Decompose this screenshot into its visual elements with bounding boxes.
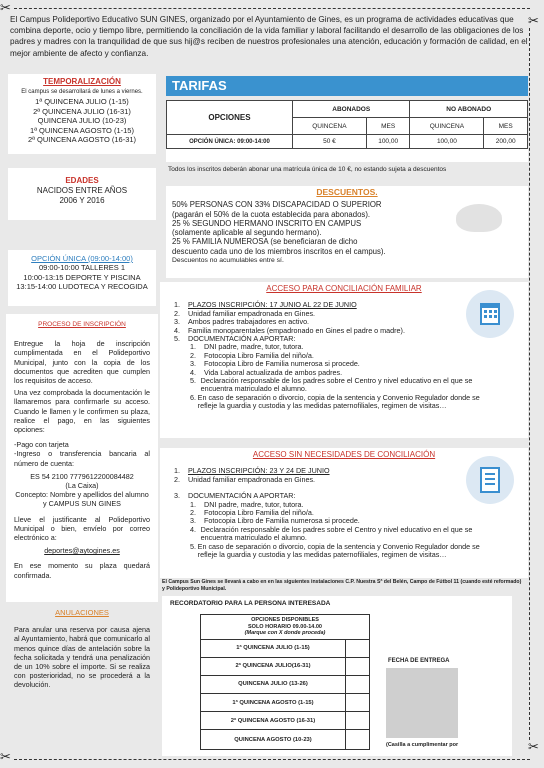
option-checkbox[interactable] bbox=[345, 694, 369, 711]
intro-text: El Campus Polideportivo Educativo SUN GINES, organizado por el Ayuntamiento de Gines, es un programa de actividades educativas que combina deporte, ocio y tiempo libre, permitiendo la conciliación de la vida familiar y laboral facilitando el desarrollo de las obligaciones de los padres y madres con la tranquilidad de que sus hij@s reciben de nuestros profesionales una atención, educación y formación de calidad, en el mejor ambiente de afecto y confianza. bbox=[10, 15, 528, 58]
doc-item: 5. En caso de separación o divorcio, copia de la sentencia y Convenio Regulador donde se refleje la guardia y custodia y las medidas paternofiliales, regimen de visitas… bbox=[190, 541, 480, 560]
mes-header: MES bbox=[484, 118, 528, 135]
doc-item: 1. DNI padre, madre, tutor, tutora. bbox=[190, 499, 304, 509]
familiar-item: 4. Familia monoparentales (empadronado en Gines el padre o madre). bbox=[174, 325, 405, 335]
horario-box bbox=[8, 250, 156, 306]
tarifas-title: TARIFAS bbox=[166, 76, 528, 96]
quincena-item: 1ª QUINCENA JULIO (1-15) bbox=[35, 97, 129, 106]
vertical-label bbox=[516, 562, 530, 722]
doc-item: 4. Vida Laboral actualizada de ambos padres. bbox=[190, 367, 343, 377]
anulaciones-box bbox=[6, 604, 158, 756]
descuentos-box bbox=[166, 186, 528, 278]
option-checkbox[interactable] bbox=[345, 676, 369, 693]
option-row: QUINCENA AGOSTO (10-23) bbox=[201, 730, 369, 748]
familiar-item: 2. Unidad familiar empadronada en Gines. bbox=[174, 308, 316, 318]
doc-item: 3. Fotocopia Libro de Familia numerosa si procede. bbox=[190, 516, 360, 526]
option-row: 1ª QUINCENA AGOSTO (1-15) bbox=[201, 694, 369, 712]
scissors-icon: ✂ bbox=[528, 740, 539, 755]
inscripcion-paragraph: Entregue la hoja de inscripción cumplimentada en el Polideportivo Municipal, junto con la copia de los documentos que acrediten que cumplen los requisitos de acceso. bbox=[14, 339, 150, 386]
inscripcion-paragraph: Lleve el justificante al Polideportivo Municipal o bien, envíelo por correo electrónico a: bbox=[14, 514, 150, 543]
doc-item: 2. Fotocopia Libro Familia del niño/a. bbox=[190, 350, 314, 360]
recordatorio-box bbox=[162, 596, 512, 756]
sin-item: 2. Unidad familiar empadronada en Gines. bbox=[174, 474, 316, 484]
tarifas-table bbox=[166, 100, 528, 149]
descuento-line: descuento cada uno de los miembros inscritos en el campus). bbox=[172, 246, 386, 256]
inscripcion-paragraph: -Pago con tarjeta bbox=[14, 440, 69, 450]
instalaciones-note: El Campus Sun Gines se llevará a cabo en en las siguientes instalaciones C.P. Nuestra Sª del Belén, Campo de Fútbol 11 (cuando esté reformado) y Polideportivo Municipal. bbox=[162, 579, 522, 592]
temporalizacion-title: TEMPORALIZACIÓN bbox=[43, 77, 121, 86]
quincena-item: 1ª QUINCENA AGOSTO (1-15) bbox=[30, 125, 134, 135]
quincena-item: QUINCENA JULIO (10-23) bbox=[37, 116, 127, 125]
inscripcion-paragraph: En ese momento su plaza quedará confirmada. bbox=[14, 561, 150, 580]
price-cell: 50 € bbox=[293, 135, 367, 149]
opcion-row-label: OPCIÓN ÚNICA: 09:00-14:00 bbox=[167, 135, 293, 149]
quincena-item: 2ª QUINCENA AGOSTO (16-31) bbox=[27, 135, 137, 144]
sin-conciliacion-title: ACCESO SIN NECESIDADES DE CONCILIACIÓN bbox=[252, 450, 436, 459]
option-checkbox[interactable] bbox=[345, 712, 369, 729]
descuento-line: (solamente aplicable al segundo hermano). bbox=[172, 228, 322, 238]
piggy-bank-icon bbox=[456, 204, 502, 232]
inscripcion-title: PROCESO DE INSCRIPCIÓN bbox=[38, 321, 126, 328]
cut-line-bottom bbox=[14, 759, 530, 760]
cut-line-top bbox=[14, 8, 530, 9]
familiar-item: 3. Ambos padres trabajadores en activo. bbox=[174, 317, 310, 327]
option-row: 2ª QUINCENA AGOSTO (16-31) bbox=[201, 712, 369, 730]
email-link[interactable]: deportes@aytogines.es bbox=[44, 546, 120, 556]
inscripcion-paragraph: -Ingreso o transferencia bancaria al número de cuenta: bbox=[14, 449, 150, 468]
option-row: QUINCENA JULIO (13-26) bbox=[201, 676, 369, 694]
edades-box bbox=[8, 168, 156, 220]
sin-conciliacion-box bbox=[160, 448, 528, 578]
familiar-item: 5. DOCUMENTACIÓN A APORTAR: bbox=[174, 334, 296, 344]
price-cell: 200,00 bbox=[484, 135, 528, 149]
bank-name: (La Caixa) bbox=[65, 481, 99, 491]
price-cell: 100,00 bbox=[410, 135, 484, 149]
horario-line: 13:15-14:00 LUDOTECA Y RECOGIDA bbox=[16, 281, 148, 291]
bank-account: ES 54 2100 7779612200084482 bbox=[30, 471, 134, 481]
doc-item: 2. Fotocopia Libro Familia del niño/a. bbox=[190, 508, 314, 518]
abonados-header: ABONADOS bbox=[293, 101, 410, 118]
option-row: 2ª QUINCENA JULIO(16-31) bbox=[201, 658, 369, 676]
temporalizacion-box bbox=[8, 74, 156, 154]
conciliacion-familiar-box bbox=[160, 282, 528, 438]
quincena-header: QUINCENA bbox=[410, 118, 484, 135]
scissors-icon: ✂ bbox=[528, 14, 539, 29]
doc-item: 3. Fotocopia Libro de Familia numerosa si procede. bbox=[190, 359, 360, 369]
sin-item: 3. DOCUMENTACIÓN A APORTAR: bbox=[174, 491, 296, 501]
option-row: 1ª QUINCENA JULIO (1-15) bbox=[201, 640, 369, 658]
horario-line: 10:00-13:15 DEPORTE Y PISCINA bbox=[23, 272, 141, 282]
doc-item: 4. Declaración responsable de los padres sobre el Centro y nivel educativo en el que se encuentra matriculado el alumno. bbox=[190, 524, 473, 543]
fecha-entrega-label: FECHA DE ENTREGA bbox=[388, 658, 450, 664]
temporalizacion-subtitle: El campus se desarrollará de lunes a viernes. bbox=[21, 88, 143, 95]
no-abonado-header: NO ABONADO bbox=[410, 101, 528, 118]
fecha-entrega-box[interactable] bbox=[386, 668, 458, 738]
option-checkbox[interactable] bbox=[345, 640, 369, 657]
quincena-header: QUINCENA bbox=[293, 118, 367, 135]
options-table bbox=[200, 614, 370, 750]
anulaciones-text: Para anular una reserva por causa ajena al Ayuntamiento, habrá que comunicarlo al menos quince días de antelación sobre la fecha solicitada y tendrá una penalización de un 10% sobre el importe. Si se realiza con posterioridad, no se procederá a la devolución. bbox=[14, 625, 150, 690]
edades-title: EDADES bbox=[65, 176, 99, 185]
scissors-icon: ✂ bbox=[0, 750, 11, 765]
horario-title: OPCIÓN ÚNICA (09:00-14:00) bbox=[31, 254, 133, 263]
descuento-line: (pagarán el 50% de la cuota establecida para abonados). bbox=[172, 209, 371, 219]
descuentos-title: DESCUENTOS. bbox=[316, 187, 378, 197]
descuento-line: 50% PERSONAS CON 33% DISCAPACIDAD O SUPERIOR bbox=[172, 200, 382, 210]
quincena-item: 2ª QUINCENA JULIO (16-31) bbox=[33, 106, 131, 116]
doc-item: 5. Declaración responsable de los padres sobre el Centro y nivel educativo en el que se encuentra matriculado el alumno. bbox=[190, 376, 473, 394]
tarifas-note: Todos los inscritos deberán abonar una matrícula única de 10 €, no estando sujeta a descuentos bbox=[168, 166, 447, 173]
descuento-line: 25 % SEGUNDO HERMANO INSCRITO EN CAMPUS bbox=[172, 218, 362, 228]
options-header: OPCIONES DISPONIBLES SOLO HORARIO 09.00-14.00 (Marque con X donde proceda) bbox=[201, 615, 369, 640]
familiar-item: 1. PLAZOS INSCRIPCIÓN: 17 JUNIO AL 22 DE JUNIO bbox=[174, 300, 357, 310]
inscripcion-box bbox=[6, 314, 158, 602]
doc-item: 6. En caso de separación o divorcio, copia de la sentencia y Convenio Regulador donde se refleje la guardia y custodia y las medidas paternofiliales, regimen de visitas… bbox=[190, 392, 480, 411]
edades-line: NACIDOS ENTRE AÑOS bbox=[36, 186, 128, 195]
payment-concept: Concepto: Nombre y apellidos del alumno y CAMPUS SUN GINES bbox=[15, 490, 149, 509]
casilla-note: (Casilla a cumplimentar por bbox=[386, 742, 459, 748]
mes-header: MES bbox=[366, 118, 410, 135]
checklist-icon bbox=[466, 456, 514, 504]
option-checkbox[interactable] bbox=[345, 730, 369, 748]
scissors-icon: ✂ bbox=[0, 1, 11, 16]
anulaciones-title: ANULACIONES bbox=[55, 608, 109, 617]
option-checkbox[interactable] bbox=[345, 658, 369, 675]
descuento-line: 25 % FAMILIA NUMEROSA (se beneficiaran de dicho bbox=[172, 237, 358, 247]
inscripcion-paragraph: Una vez comprobada la documentación le llamaremos para confirmarle su acceso. Cuando le llamen y le confirmen su plaza, realice el pago, en las siguientes opciones: bbox=[14, 388, 150, 435]
opciones-header: OPCIONES bbox=[167, 101, 293, 135]
price-cell: 100,00 bbox=[366, 135, 410, 149]
recordatorio-title: RECORDATORIO PARA LA PERSONA INTERESADA bbox=[170, 600, 331, 607]
familiar-title: ACCESO PARA CONCILIACIÓN FAMILIAR bbox=[266, 284, 422, 293]
tarifas-table-box bbox=[166, 100, 528, 162]
sin-item: 1. PLAZOS INSCRIPCIÓN: 23 Y 24 DE JUNIO bbox=[174, 466, 330, 476]
descuentos-footnote: Descuentos no acumulables entre sí. bbox=[172, 257, 284, 265]
edades-line: 2006 Y 2016 bbox=[59, 196, 105, 205]
doc-item: 1. DNI padre, madre, tutor, tutora. bbox=[190, 342, 304, 352]
calendar-icon bbox=[466, 290, 514, 338]
horario-line: 09:00-10:00 TALLERES 1 bbox=[38, 263, 126, 273]
